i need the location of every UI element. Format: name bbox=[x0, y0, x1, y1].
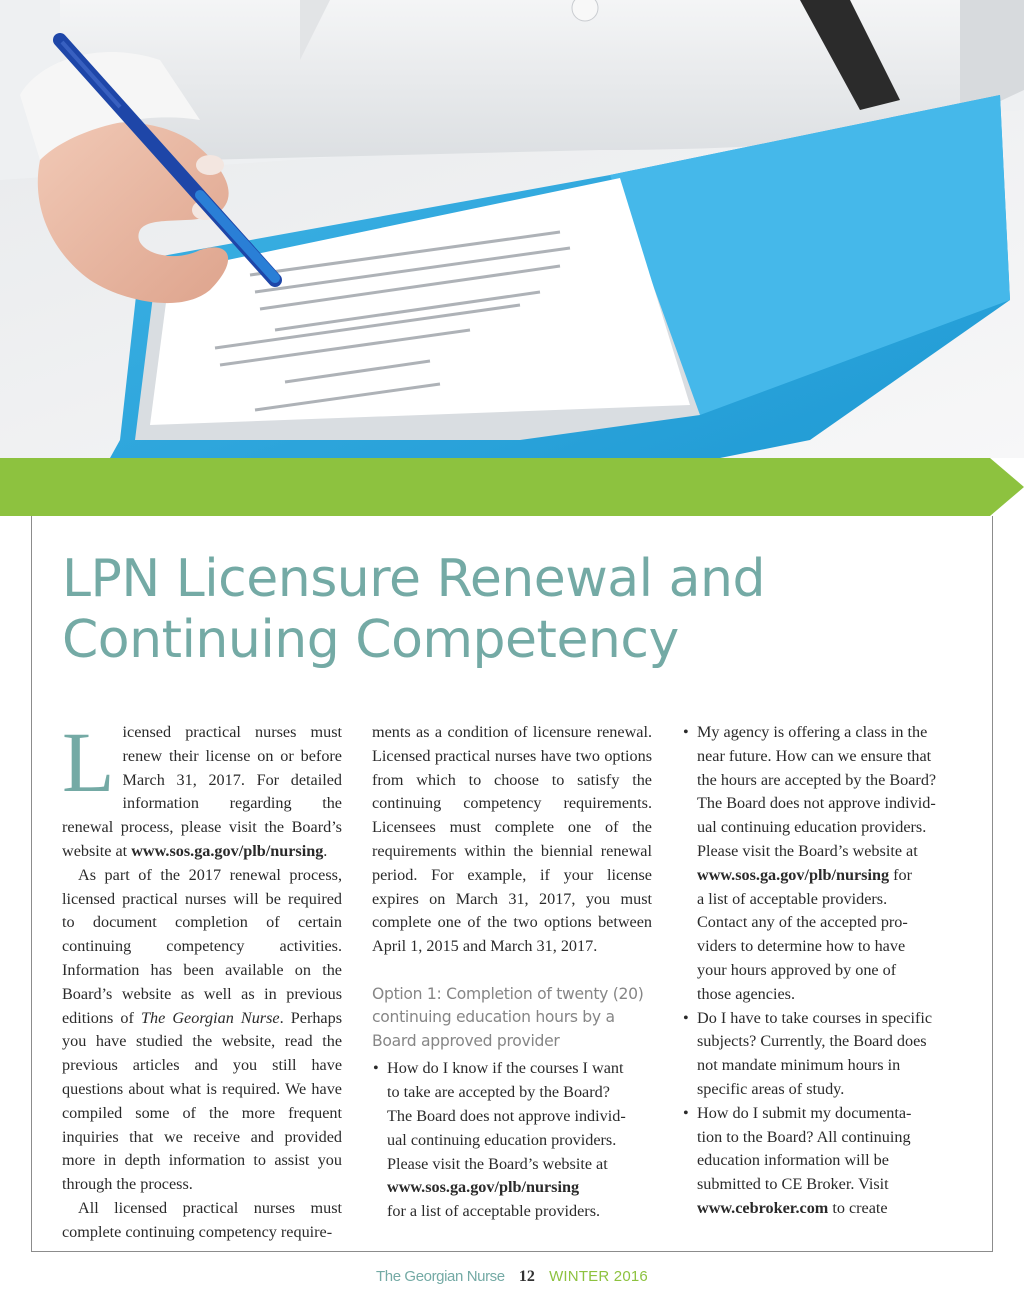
paragraph-4: ments as a condition of licensure renewal. Licensed practical nurses have two options from which to choose to satisfy the continuing competency requirements. Licensees must complete one of the requirements within the biennial renewal period. For example, if your license expires on March 31, 2017, you must complete one of the two options between April 1, 2015 and March 31, 2017. bbox=[372, 723, 652, 956]
faq-line: viders to determine how to have bbox=[697, 937, 906, 956]
title-line-1: LPN Licensure Renewal and bbox=[62, 549, 765, 609]
faq-line: • My agency is offering a class in the bbox=[697, 723, 928, 741]
faq-line: education information will be bbox=[697, 1151, 889, 1170]
faq-item bbox=[372, 1057, 652, 1224]
intro-text: icensed practical nurses must renew their license on or before March 31, 2017. For detailed information regarding the renewal process, please visit the Board’s website at bbox=[62, 723, 342, 860]
faq-line: your hours approved by one of bbox=[697, 960, 897, 979]
column-2 bbox=[372, 721, 652, 1224]
faq-item bbox=[682, 1007, 962, 1102]
page-number: 12 bbox=[518, 1268, 535, 1285]
board-website-link[interactable]: www.sos.ga.gov/plb/nursing bbox=[387, 1178, 580, 1197]
drop-cap: L bbox=[62, 714, 115, 810]
subhead-line-3: Board approved provider bbox=[372, 1031, 560, 1050]
article-title bbox=[62, 549, 962, 671]
faq-line: • Do I have to take courses in specific bbox=[697, 1008, 933, 1027]
faq-line: • How do I submit my documenta- bbox=[697, 1103, 912, 1122]
board-website-link[interactable]: www.sos.ga.gov/plb/nursing bbox=[131, 841, 324, 860]
faq-line: The Board does not approve individ- bbox=[387, 1107, 626, 1126]
faq-item bbox=[682, 1102, 962, 1221]
paragraph-2-text-b: . Perhaps you have studied the website, read the previous articles and you still have questions about what is required. We have compiled some of the more frequent inquiries that we receive and provided more in depth information to assist you through the process. bbox=[62, 1008, 342, 1194]
faq-line: Please visit the Board’s website at bbox=[387, 1154, 608, 1173]
header-photo bbox=[0, 0, 1024, 458]
faq-line: those agencies. bbox=[697, 984, 795, 1003]
page-footer bbox=[0, 1268, 1024, 1286]
faq-line: not mandate minimum hours in bbox=[697, 1056, 901, 1075]
faq-line: for a list of acceptable providers. bbox=[387, 1202, 601, 1221]
faq-line: tion to the Board? All continuing bbox=[697, 1127, 911, 1146]
faq-line: near future. How can we ensure that bbox=[697, 746, 932, 765]
faq-line: to take are accepted by the Board? bbox=[387, 1083, 610, 1102]
board-website-link[interactable]: www.sos.ga.gov/plb/nursing bbox=[697, 865, 890, 884]
faq-line: specific areas of study. bbox=[697, 1079, 845, 1098]
subhead-line-1: Option 1: Completion of twenty (20) bbox=[372, 984, 644, 1003]
faq-item bbox=[682, 721, 962, 1007]
paragraph-2-text-a: As part of the 2017 renewal process, licensed practical nurses will be required to document completion of certain continuing competency activities. Information has been available on the Board’s website as well as in previous editions of bbox=[62, 865, 342, 1027]
faq-line: The Board does not approve individ- bbox=[697, 794, 936, 813]
faq-list-col3 bbox=[682, 721, 962, 1221]
faq-line: a list of acceptable providers. bbox=[697, 889, 888, 908]
faq-line: ual continuing education providers. bbox=[697, 818, 927, 837]
faq-line: subjects? Currently, the Board does bbox=[697, 1032, 927, 1051]
faq-line-tail: for bbox=[889, 865, 912, 884]
ce-broker-link[interactable]: www.cebroker.com bbox=[697, 1198, 829, 1217]
faq-line-tail: to create bbox=[828, 1198, 888, 1217]
publication-name: The Georgian Nurse bbox=[140, 1008, 280, 1027]
footer-publication: The Georgian Nurse bbox=[376, 1268, 505, 1285]
faq-line: • How do I know if the courses I want bbox=[387, 1059, 624, 1078]
subhead-line-2: continuing education hours by a bbox=[372, 1008, 615, 1027]
footer-issue: WINTER 2016 bbox=[549, 1268, 648, 1285]
title-line-2: Continuing Competency bbox=[62, 610, 679, 670]
column-1 bbox=[62, 714, 342, 1245]
column-3 bbox=[682, 721, 962, 1221]
faq-line: Please visit the Board’s website at bbox=[697, 841, 918, 860]
intro-period: . bbox=[323, 841, 328, 860]
option-1-subhead bbox=[372, 983, 652, 1054]
intro-paragraph bbox=[62, 714, 342, 864]
green-banner bbox=[0, 458, 1024, 516]
paragraph-2 bbox=[62, 864, 342, 1197]
faq-line: the hours are accepted by the Board? bbox=[697, 770, 937, 789]
paragraph-3: All licensed practical nurses must complete continuing competency require- bbox=[62, 1198, 342, 1241]
faq-line: submitted to CE Broker. Visit bbox=[697, 1175, 889, 1194]
faq-line: Contact any of the accepted pro- bbox=[697, 913, 908, 932]
faq-list-col2 bbox=[372, 1057, 652, 1224]
faq-line: ual continuing education providers. bbox=[387, 1130, 617, 1149]
